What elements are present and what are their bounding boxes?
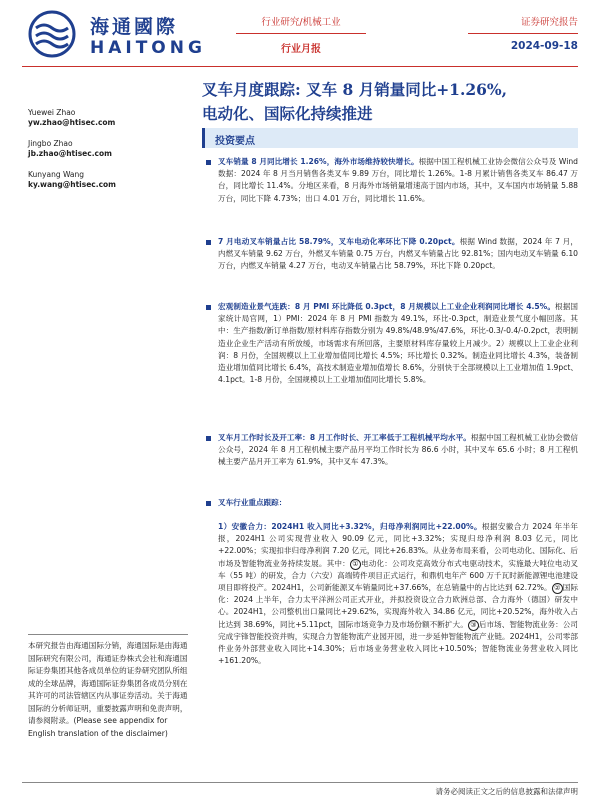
analyst-name: Kunyang Wang <box>28 170 85 179</box>
bullet-lead: 叉车月工作时长及开工率：8 月工作时长、开工率低于工程机械平均水平。 <box>218 433 471 442</box>
analyst-entry <box>28 108 188 128</box>
bullet-macro <box>206 301 578 386</box>
bullet-text: 根据中国工程机械工业协会微信公众号，2024 年 8 月工程机械主要产品月平均工作时长为 86.6 小时，其中叉车 65.6 小时；8 月工程机械主要产品月开工率为 61.9%，其中叉车 47.3%。 <box>218 433 578 467</box>
section-title: 投资要点 <box>215 136 255 147</box>
title-line-1: 叉车月度跟踪: 叉车 8 月销量同比+1.26%, <box>202 80 508 99</box>
brand-name-en: HAITONG <box>90 38 206 58</box>
haitong-logo-icon <box>28 10 76 58</box>
company-text-b: 电动化：公司攻克高效分布式电驱动技术，实施最大吨位电动叉车（55 吨）的研发，合力（六安）高端铸件项目正式运行，和鼎机电年产 600 万千瓦时新能源锂电池建设项目即将投产。2024H1，公司新能源叉车销量同比+37.66%，在总销量中的占比达到 62.72%。 <box>218 558 578 593</box>
analyst-entry <box>28 170 188 190</box>
bullet-text: 根据国家统计局官网，1）PMI：2024 年 8 月 PMI 指数为 49.1%，环比-0.3pct，制造业景气度小幅回落。其中：生产指数/新订单指数/原材料库存指数分别为 49.8%/48.9%/47.6%，环比-0.3/-0.4/-0.2pct，表明制造业企业生产活动有所放缓，市场需求有所回落，主要原材料库存量较上月减少。2）规模以上工业企业利润：8 月份，全国规模以上工业增加值同比增长 4.5%；环比增长 0.32%。制造业同比增长 4.3%，装备制造业增加值同比增长 6.4%，高技术制造业增加值增长 8.6%，分别快于全部规模以上工业增加值 1.9pct、4.1pct。1-8 月份，全国规模以上工业增加值同比增长 5.8%。 <box>218 302 578 385</box>
analyst-email[interactable]: jb.zhao@htisec.com <box>28 149 112 158</box>
brand-name-cn: 海通國際 <box>90 16 179 38</box>
analyst-email[interactable]: yw.zhao@htisec.com <box>28 118 116 127</box>
circled-number: ② <box>552 583 563 594</box>
bullet-tracking <box>206 497 286 509</box>
bullet-lead: 宏观制造业景气连跌：8 月 PMI 环比降低 0.3pct，8 月规模以上工业企业利润同比增长 4.5%。 <box>218 302 556 311</box>
bullet-electrification <box>206 236 578 273</box>
analyst-email[interactable]: ky.wang@htisec.com <box>28 180 116 189</box>
report-header <box>0 0 600 66</box>
header-meta-block <box>468 14 578 52</box>
header-divider <box>22 66 578 67</box>
bullet-text: 根据 Wind 数据，2024 年 7 月，内燃叉车销量 9.62 万台，外燃叉车销量 0.75 万台，内燃叉车销量占比 92.81%；国内电动叉车销量 6.10 万台，内燃叉车销量 4.27 万台，电动叉车销量占比 58.79%，环比下降 0.20pct。 <box>218 237 578 271</box>
title-line-2: 电动化、国际化持续推进 <box>202 104 373 123</box>
footer-divider <box>22 782 578 783</box>
report-date: 2024-09-18 <box>510 40 578 52</box>
header-category-block <box>236 14 366 55</box>
section-header <box>202 128 578 148</box>
bullet-lead: 7 月电动叉车销量占比 58.79%，叉车电动化率环比下降 0.20pct。 <box>218 237 460 246</box>
report-category: 行业研究/机械工业 <box>236 14 366 34</box>
page-title <box>202 78 582 126</box>
bullet-lead: 叉车行业重点跟踪： <box>218 498 287 507</box>
footer-disclaimer: 请务必阅读正文之后的信息披露和法律声明 <box>435 787 578 796</box>
company-heli-paragraph <box>206 521 578 667</box>
bullet-text: 根据中国工程机械工业协会微信公众号及 Wind 数据：2024 年 8 月当月销售各类叉车 9.89 万台，同比增长 1.26%。1-8 月累计销售各类叉车 86.47 万台，同比增长 11.4%。分地区来看，8 月海外市场销量增速高于国内市场，其中，叉车国内市场销量 5.88 万台，同比下降 4.73%；出口 4.01 万台，同比增长 11.6%。 <box>218 157 578 203</box>
analyst-name: Yuewei Zhao <box>28 108 76 117</box>
side-note: 本研究报告由海通国际分销，海通国际是由海通国际研究有限公司，海通证券株式会社和海通国际证券集团其他各成员单位的证券研究团队所组成的全球品牌，海通国际证券集团各成员分别在其许可的司法管辖区内从事证券活动。关于海通国际的分析师证明，重要披露声明和免责声明，请参阅附录。(Please see appendix for English translation of the disclaimer) <box>28 641 188 738</box>
company-text-a: 根据安徽合力 2024 年半年报，2024H1 公司实现营业收入 90.09 亿元，同比+3.32%；实现归母净利润 8.03 亿元，同比+22.00%；实现扣非归母净利润 7.20 亿元，同比+26.83%。从业务布局来看，公司电动化、国际化、后市场及智能物流业务持续发展。其中： <box>218 522 578 568</box>
analyst-name: Jingbo Zhao <box>28 139 73 148</box>
report-label: 证券研究报告 <box>468 14 578 34</box>
company-text-c: 国际化：2024 上半年，合力太平洋洲公司正式开业，并拟投资设立合力欧洲总部、合力海外（德国）研发中心。2024H1，公司整机出口量同比+29.62%，实现海外收入 34.86 亿元，同比+20.52%，海外收入占比达到 38.69%，同比+5.11pct，国际市场竞争力及市场份额不断扩大。 <box>218 583 578 629</box>
analyst-list <box>28 108 188 201</box>
side-note-divider <box>28 634 188 635</box>
circled-number: ① <box>350 559 361 570</box>
bullet-work-hours <box>206 432 578 469</box>
company-lead: 1）安徽合力：2024H1 收入同比+3.32%，归母净利润同比+22.00%。 <box>218 522 482 531</box>
report-type: 行业月报 <box>281 44 321 55</box>
circled-number: ③ <box>468 620 479 631</box>
analyst-entry <box>28 139 188 159</box>
bullet-sales <box>206 156 578 205</box>
company-text-d: 后市场、智能物流业务：公司完成宇锋智能投资并购，实现合力智能物流产业园开园，进一步延伸智能物流产业链。2024H1，公司零部件业务外部营业收入同比+14.30%；后市场业务营业收入同比+10.50%；智能物流业务营业收入同比+161.20%。 <box>218 619 579 666</box>
bullet-lead: 叉车销量 8 月同比增长 1.26%，海外市场维持较快增长。 <box>218 157 419 166</box>
